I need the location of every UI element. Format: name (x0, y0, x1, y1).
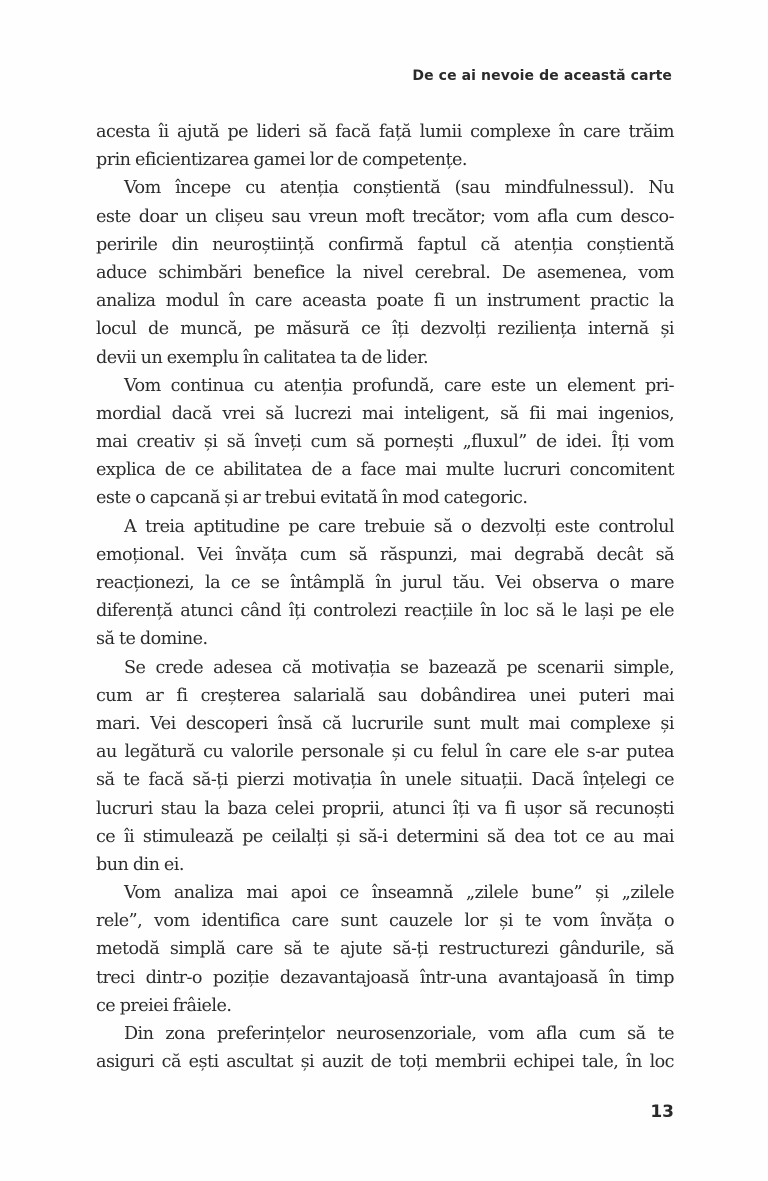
text-line: este doar un clișeu sau vreun moft trecător; vom afla cum desco- (96, 206, 674, 227)
paragraph (96, 118, 674, 174)
text-line: metodă simplă care să te ajute să-ți restructurezi gândurile, să (96, 939, 674, 960)
text-line: acesta îi ajută pe lideri să facă față lumii complexe în care trăim (96, 122, 674, 142)
paragraph (96, 879, 674, 1020)
text-line: asiguri că ești ascultat și auzit de toți membrii echipei tale, în loc (96, 1052, 674, 1073)
text-line: A treia aptitudine pe care trebuie să o dezvolți este controlul (124, 516, 674, 537)
text-line: explica de ce abilitatea de a face mai multe lucruri concomitent (96, 460, 674, 481)
text-line: mordial dacă vrei să lucrezi mai inteligent, să fii mai ingenios, (96, 403, 674, 424)
text-line: treci dintr-o poziție dezavantajoasă într-una avantajoasă în timp (96, 967, 674, 988)
text-line: aduce schimbări benefice la nivel cerebral. De asemenea, vom (96, 262, 674, 283)
paragraph (96, 654, 674, 880)
body-text (96, 118, 674, 1076)
text-line: diferență atunci când îți controlezi reacțiile în loc să le lași pe ele (96, 601, 674, 622)
text-line: devii un exemplu în calitatea ta de lider. (96, 347, 429, 368)
text-line: Vom analiza mai apoi ce înseamnă „zilele bune” și „zilele (124, 883, 674, 904)
text-line: Vom continua cu atenția profundă, care este un element pri- (124, 375, 674, 396)
paragraph (96, 1020, 674, 1076)
text-line: să te facă să-ți pierzi motivația în unele situații. Dacă înțelegi ce (96, 770, 674, 791)
paragraph (96, 513, 674, 654)
text-line: mai creativ și să înveți cum să pornești „fluxul” de idei. Îți vom (96, 432, 674, 453)
text-line: bun din ei. (96, 854, 184, 875)
text-line: Se crede adesea că motivația se bazează pe scenarii simple, (124, 657, 674, 678)
text-line: locul de muncă, pe măsură ce îți dezvolți reziliența internă și (96, 319, 674, 340)
text-line: peririle din neuroștiință confirmă faptul că atenția conștientă (96, 234, 674, 255)
text-line: să te domine. (96, 629, 208, 650)
page-number: 13 (650, 1102, 674, 1122)
running-head: De ce ai nevoie de această carte (412, 68, 672, 84)
text-line: prin eficientizarea gamei lor de competențe. (96, 150, 467, 171)
text-line: emoțional. Vei învăța cum să răspunzi, mai degrabă decât să (96, 544, 674, 565)
text-line: mari. Vei descoperi însă că lucrurile sunt mult mai complexe și (96, 713, 674, 734)
text-line: ce preiei frâiele. (96, 995, 232, 1016)
paragraph (96, 174, 674, 371)
text-line: ce îi stimulează pe ceilalți și să-i determini să dea tot ce au mai (96, 826, 674, 847)
text-line: este o capcană și ar trebui evitată în mod categoric. (96, 488, 528, 509)
text-line: reacționezi, la ce se întâmplă în jurul tău. Vei observa o mare (96, 573, 674, 593)
text-line: lucruri stau la baza celei proprii, atunci îți va fi ușor să recunoști (96, 798, 674, 819)
text-line: cum ar fi creșterea salarială sau dobândirea unei puteri mai (96, 685, 674, 706)
text-line: Din zona preferințelor neurosenzoriale, vom afla cum să te (124, 1024, 674, 1044)
paragraph (96, 372, 674, 513)
text-line: Vom începe cu atenția conștientă (sau mindfulnessul). Nu (124, 178, 674, 199)
text-line: analiza modul în care aceasta poate fi un instrument practic la (96, 291, 674, 312)
text-line: rele”, vom identifica care sunt cauzele lor și te vom învăța o (96, 911, 674, 932)
text-line: au legătură cu valorile personale și cu felul în care ele s-ar putea (96, 742, 674, 763)
